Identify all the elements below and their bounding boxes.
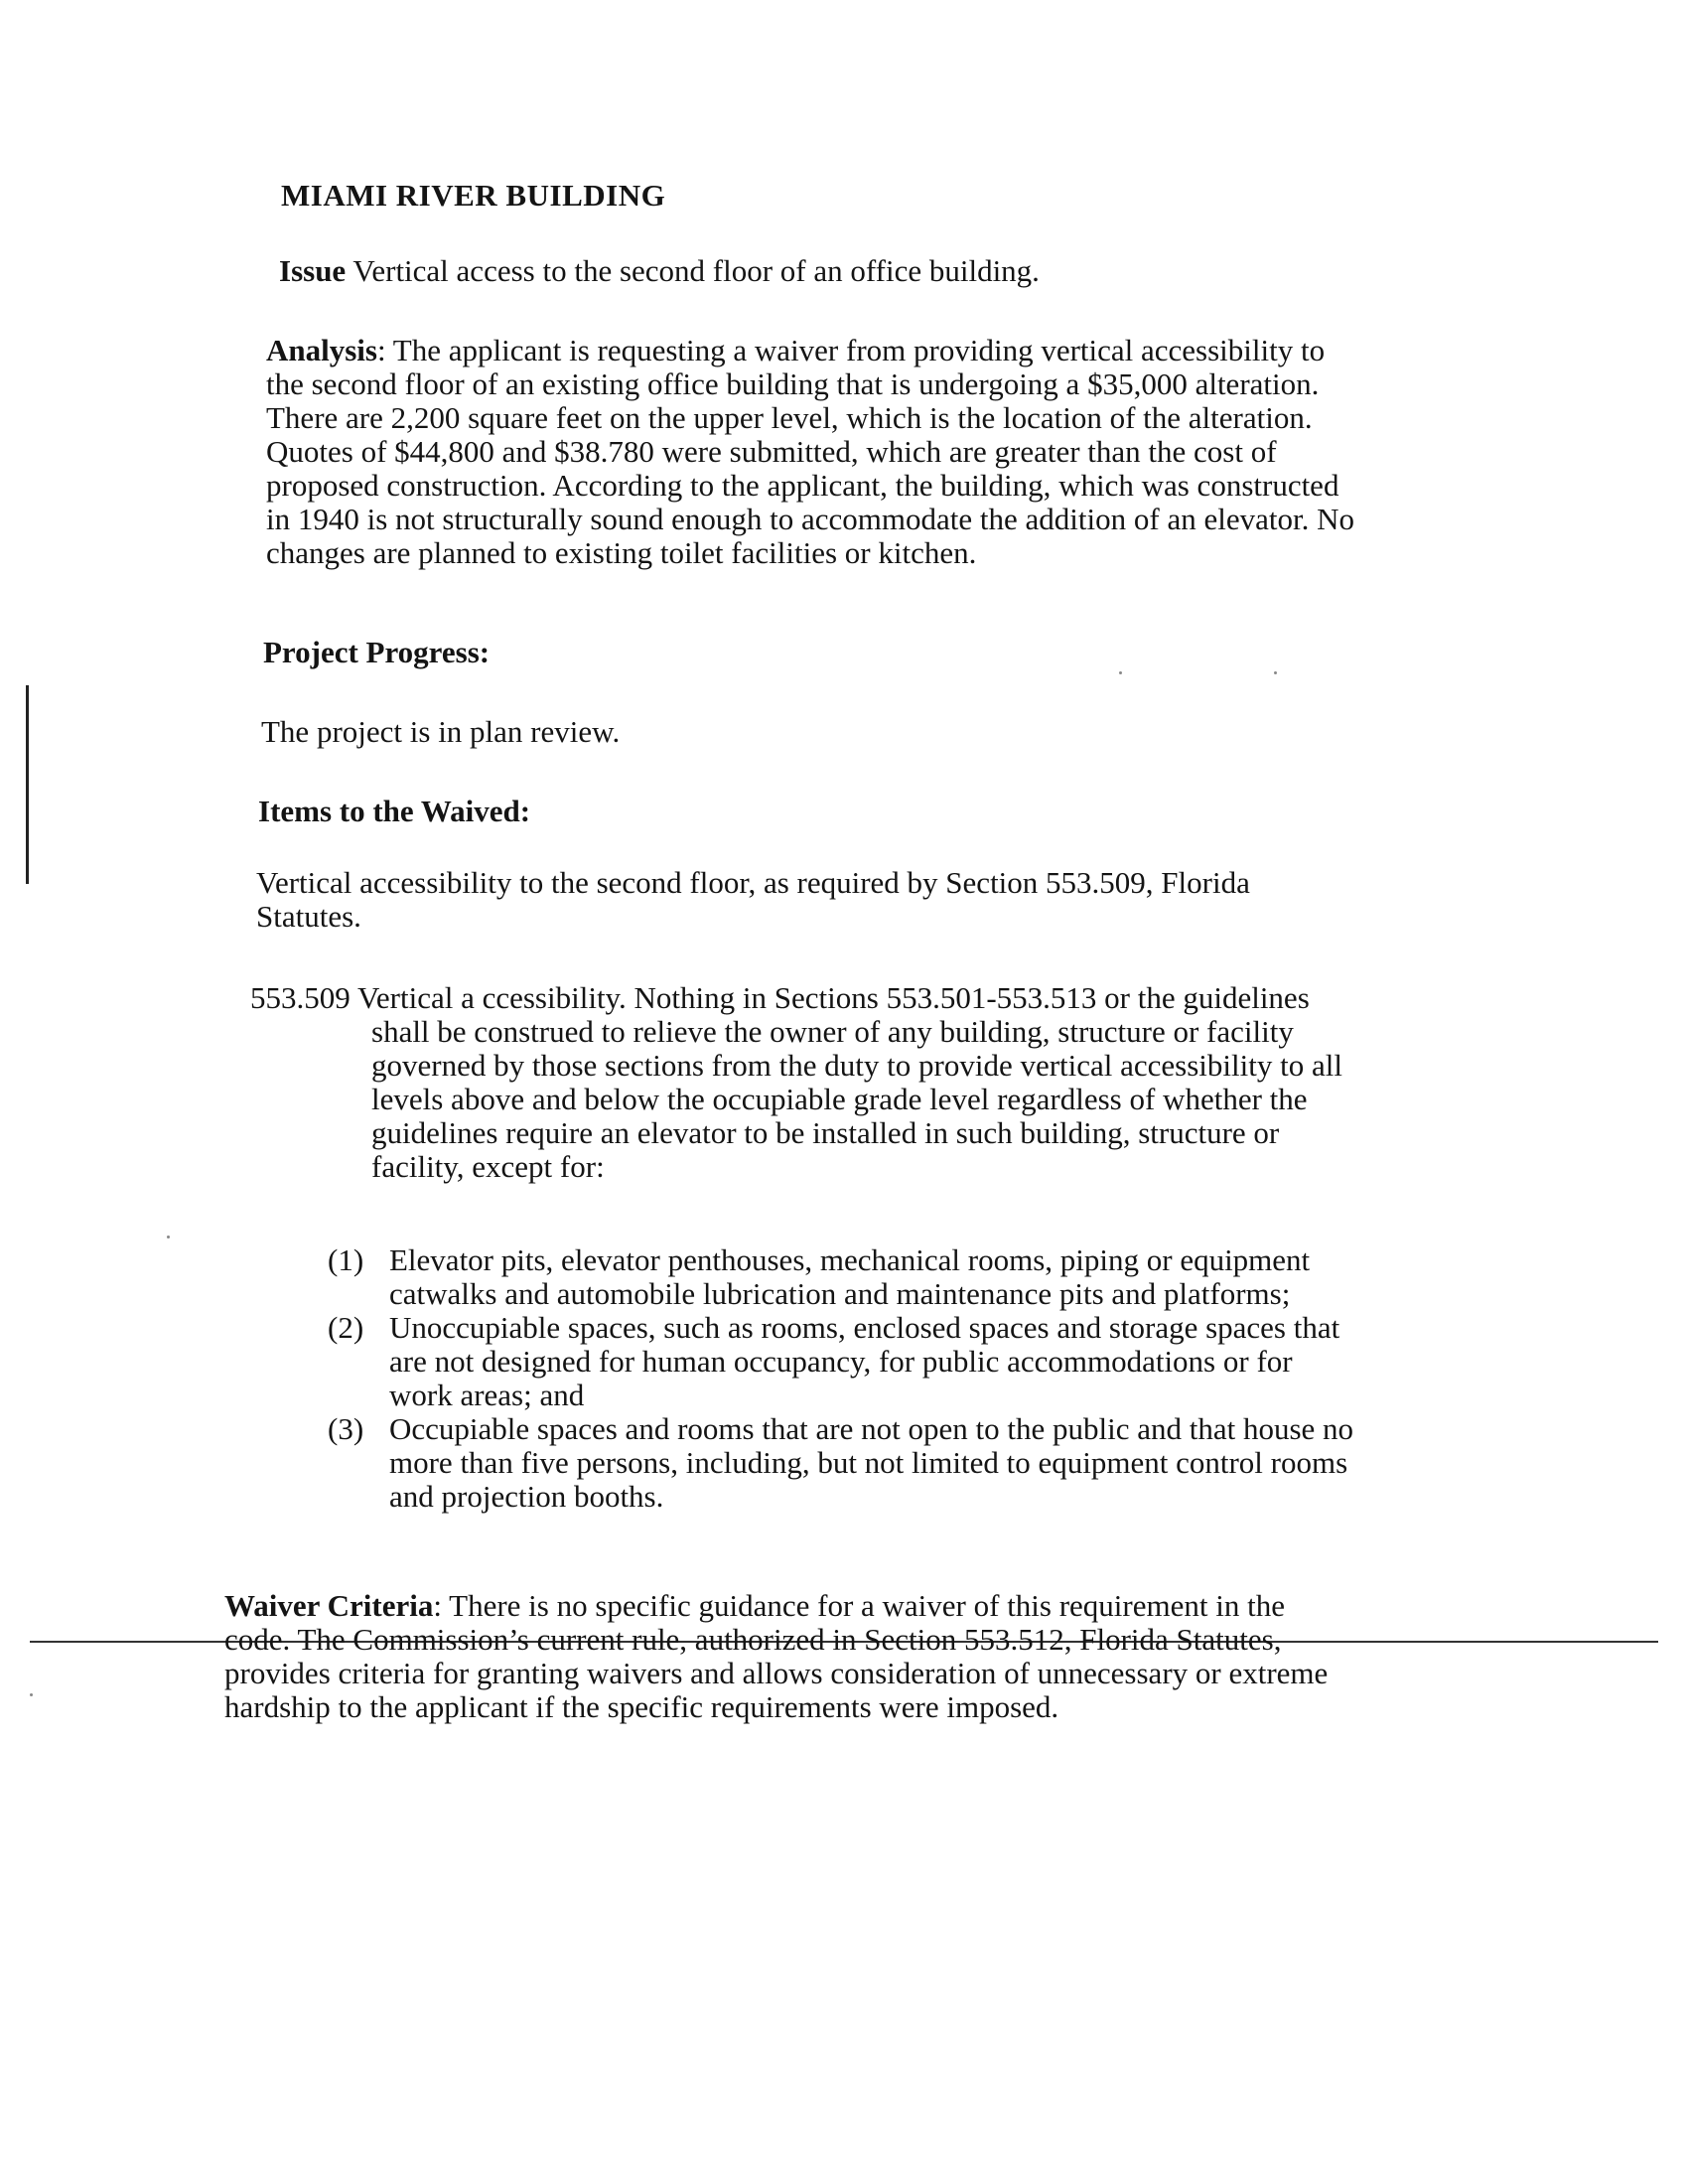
exception-item xyxy=(328,1412,1420,1514)
exceptions-list xyxy=(328,1243,1420,1514)
exception-number: (2) xyxy=(328,1310,364,1345)
issue-label: Issue xyxy=(279,253,347,288)
analysis-line: There are 2,200 square feet on the upper level, which is the location of the alteration. xyxy=(266,400,1313,435)
exception-line: more than five persons, including, but not limited to equipment control rooms xyxy=(389,1445,1348,1480)
criteria-line: hardship to the applicant if the specific requirements were imposed. xyxy=(224,1689,1059,1724)
statute-line: governed by those sections from the duty to provide vertical accessibility to all xyxy=(371,1048,1342,1083)
exception-item xyxy=(328,1243,1420,1311)
items-waived-heading: Items to the Waived: xyxy=(258,794,531,828)
scan-speck xyxy=(1119,671,1122,674)
analysis-line: proposed construction. According to the applicant, the building, which was constructed xyxy=(266,468,1339,503)
items-waived-line: Statutes. xyxy=(256,899,361,934)
scan-speck xyxy=(167,1236,170,1238)
items-waived-line: Vertical accessibility to the second floor, as required by Section 553.509, Florida xyxy=(256,865,1250,900)
analysis-line-text: : The applicant is requesting a waiver from providing vertical accessibility to xyxy=(376,333,1326,367)
statute-line: levels above and below the occupiable grade level regardless of whether the xyxy=(371,1082,1308,1116)
analysis-paragraph xyxy=(266,334,1438,570)
scan-speck xyxy=(1274,671,1277,674)
statute-line: shall be construed to relieve the owner of any building, structure or facility xyxy=(371,1014,1294,1049)
waiver-criteria-label: Waiver Criteria xyxy=(224,1588,434,1623)
exception-line: are not designed for human occupancy, for public accommodations or for xyxy=(389,1344,1293,1379)
waiver-criteria-paragraph xyxy=(224,1589,1446,1724)
exception-line: work areas; and xyxy=(389,1378,585,1412)
analysis-label: Analysis xyxy=(266,333,377,367)
exception-line: catwalks and automobile lubrication and maintenance pits and platforms; xyxy=(389,1276,1291,1311)
items-waived-text xyxy=(256,866,1348,934)
analysis-line: Quotes of $44,800 and $38.780 were submitted, which are greater than the cost of xyxy=(266,434,1277,469)
analysis-line: changes are planned to existing toilet facilities or kitchen. xyxy=(266,535,977,570)
document-title: MIAMI RIVER BUILDING xyxy=(281,178,666,213)
criteria-line: code. The Commission’s current rule, authorized in Section 553.512, Florida Statutes, xyxy=(224,1622,1282,1657)
exception-number: (1) xyxy=(328,1242,364,1277)
criteria-line-text: : There is no specific guidance for a waiver of this requirement in the xyxy=(433,1588,1285,1623)
exception-item xyxy=(328,1311,1420,1412)
statute-line: 553.509 Vertical a ccessibility. Nothing in Sections 553.501-553.513 or the guidelines xyxy=(250,980,1310,1015)
scan-margin-mark xyxy=(26,685,29,884)
exception-line: Occupiable spaces and rooms that are not open to the public and that house no xyxy=(389,1411,1354,1446)
criteria-line: provides criteria for granting waivers and allows consideration of unnecessary or extreme xyxy=(224,1656,1329,1690)
exception-line: and projection booths. xyxy=(389,1479,664,1514)
statute-line: guidelines require an elevator to be installed in such building, structure or xyxy=(371,1115,1280,1150)
project-progress-heading: Project Progress: xyxy=(263,635,491,669)
project-progress-text: The project is in plan review. xyxy=(261,714,621,749)
exception-line: Elevator pits, elevator penthouses, mechanical rooms, piping or equipment xyxy=(389,1242,1311,1277)
issue-text: Vertical access to the second floor of an office building. xyxy=(352,253,1040,288)
statute-quote xyxy=(250,981,1442,1184)
statute-line: facility, except for: xyxy=(371,1149,605,1184)
scan-speck xyxy=(30,1693,33,1696)
analysis-line xyxy=(266,334,1438,367)
analysis-line: in 1940 is not structurally sound enough to accommodate the addition of an elevator. No xyxy=(266,502,1354,536)
analysis-line: the second floor of an existing office building that is undergoing a $35,000 alteration. xyxy=(266,366,1320,401)
issue-paragraph xyxy=(279,254,1471,288)
exception-line: Unoccupiable spaces, such as rooms, enclosed spaces and storage spaces that xyxy=(389,1310,1340,1345)
criteria-line xyxy=(224,1589,1446,1623)
exception-number: (3) xyxy=(328,1411,364,1446)
